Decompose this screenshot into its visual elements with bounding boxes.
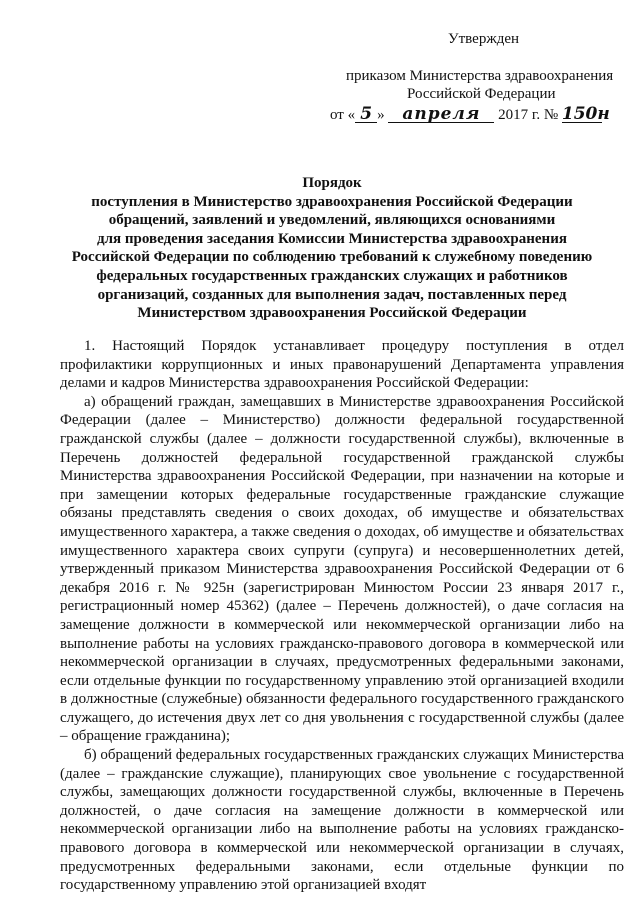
title-line: обращений, заявлений и уведомлений, являющихся основаниями: [108, 212, 556, 229]
paragraph-b: б) обращений федеральных государственных гражданских служащих Министерства (далее – гражданские служащие), планирующих свое увольнение с государственной службы, замещающих должности государственной службы, включенные в Перечень должностей, о даче согласия на замещение должности в коммерческой или некоммерческой организации либо на выполнение работы на условиях гражданско-правового договора в коммерческой или некоммерческой организации в случаях, предусмотренных федеральными законами, если отдельные функции по государственному управлению этой организацией входят: [60, 747, 624, 894]
approval-order-line: приказом Министерства здравоохранения: [346, 68, 614, 84]
paragraph-a: а) обращений граждан, замещавших в Министерстве здравоохранения Российской Федерации (далее – Министерство) должности федеральной государственной гражданской службы (далее – должности государственной службы), включенные в Перечень должностей федеральной государственной гражданской службы Министерства здравоохранения Российской Федерации, при назначении на которые и при замещении которых федеральные государственные гражданские служащие обязаны представлять сведения о своих доходах, об имуществе и обязательствах имущественного характера, а также сведения о доходах, об имуществе и обязательствах имущественного характера своих супруги (супруга) и несовершеннолетних детей, утвержденный приказом Министерства здравоохранения Российской Федерации от 6 декабря 2016 г. № 925н (зарегистрирован Минюстом России 23 января 2017 г., регистрационный номер 45362) (далее – Перечень должностей), о даче согласия на замещение должности в коммерческой или некоммерческой организации либо на выполнение работы на условиях гражданско-правового договора в коммерческой или некоммерческой организации в случаях, предусмотренных федеральными законами, если отдельные функции по государственному управлению этой организацией входили в должностные (служебные) обязанности федерального государственного гражданского служащего, до истечения двух лет со дня увольнения с государственной службы (далее – обращение гражданина);: [60, 393, 624, 745]
title-line: организаций, созданных для выполнения задач, поставленных перед: [97, 286, 567, 303]
document-title: [40, 174, 624, 323]
approved-label: Утвержден: [448, 31, 520, 47]
date-mid: »: [377, 107, 385, 123]
title-line: Российской Федерации по соблюдению требований к служебному поведению: [71, 249, 593, 266]
approval-ministry-line: Российской Федерации: [407, 86, 556, 102]
approval-date-line: [330, 106, 630, 124]
title-line: федеральных государственных гражданских служащих и работников: [96, 267, 568, 284]
title-line: Министерством здравоохранения Российской Федерации: [137, 305, 527, 322]
title-line: поступления в Министерство здравоохранения Российской Федерации: [91, 193, 573, 210]
title-heading: Порядок: [302, 175, 362, 191]
approval-block: [330, 30, 630, 124]
date-day-handwritten: 5: [355, 106, 377, 123]
paragraph-1: 1. Настоящий Порядок устанавливает процедуру поступления в отдел профилактики коррупционных и иных правонарушений Департамента управления делами и кадров Министерства здравоохранения Российской Федерации:: [60, 338, 624, 392]
title-line: для проведения заседания Комиссии Министерства здравоохранения: [97, 230, 567, 247]
order-number-handwritten: 150н: [561, 104, 610, 124]
date-month-handwritten: апреля: [388, 106, 494, 123]
date-year: 2017 г. №: [498, 107, 559, 123]
document-body: [60, 337, 624, 895]
date-prefix: от «: [330, 107, 356, 123]
